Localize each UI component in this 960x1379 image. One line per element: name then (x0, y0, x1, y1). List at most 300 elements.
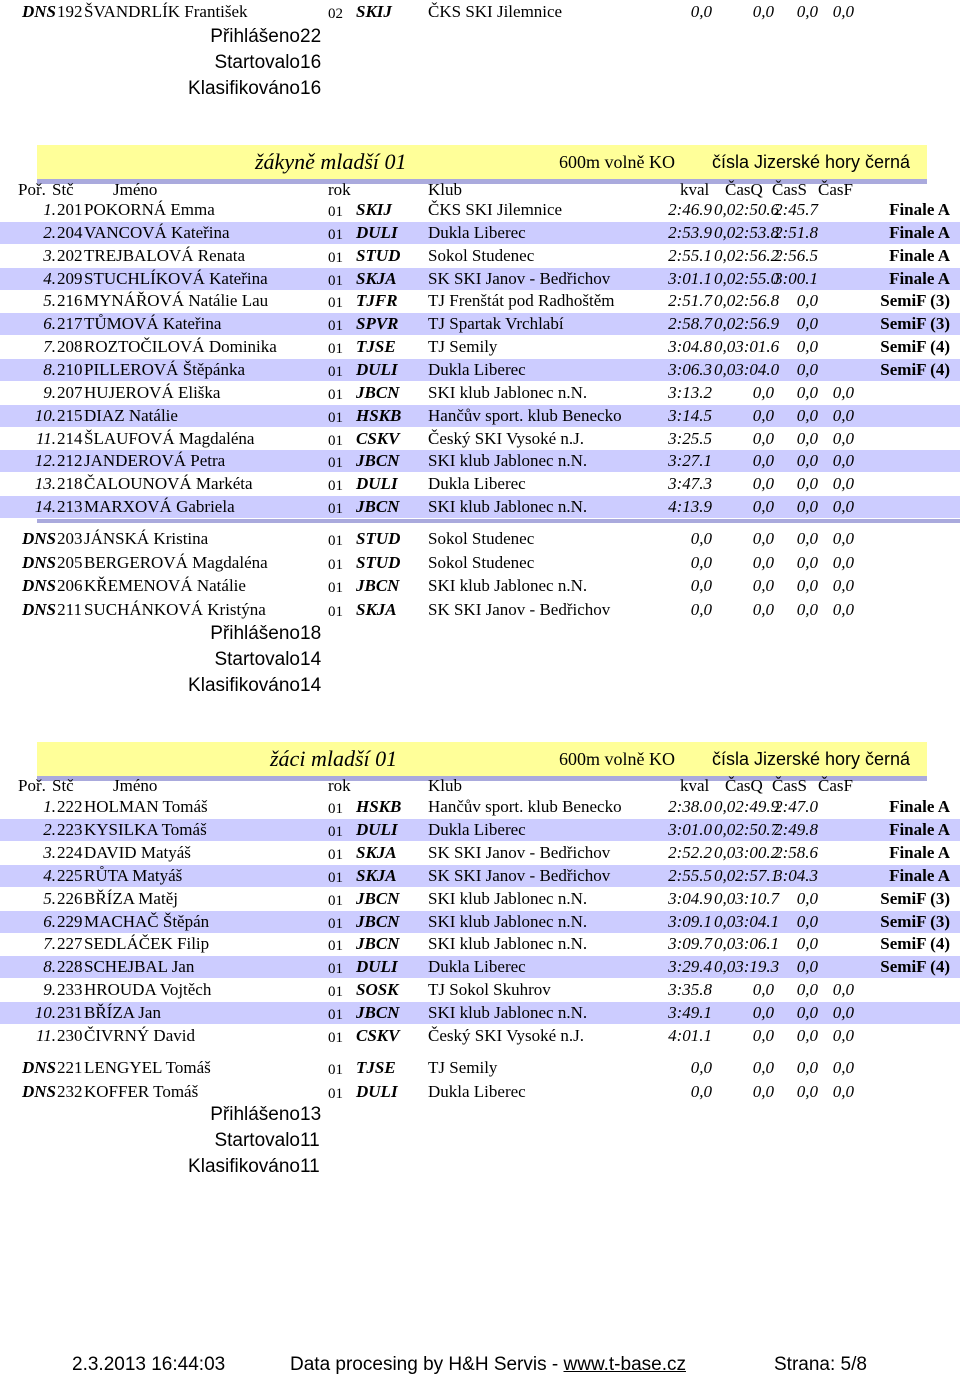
result-row (0, 405, 960, 427)
final-status-cell: SemiF (4) (880, 359, 950, 379)
result-row (0, 290, 960, 312)
result-row (0, 382, 960, 404)
stat-label: Startovalo (214, 52, 300, 73)
kval-time-cell: 3:04.8 (668, 337, 712, 357)
casf-time-cell: 0,0 (832, 576, 854, 595)
year-cell: 01 (328, 272, 343, 289)
club-code-cell: STUD (356, 245, 401, 265)
name-cell: ČIVRNÝ David (84, 1026, 195, 1045)
stat-registered (0, 25, 960, 49)
year-cell: 01 (328, 801, 343, 817)
start-number-cell: 212 (57, 451, 83, 471)
stat-value: 13 (300, 1104, 322, 1125)
year-cell: 01 (328, 1007, 343, 1024)
header-kval: kval (680, 776, 710, 795)
casf-time-cell: 0,0 (832, 599, 854, 619)
cass-time-cell: 2:56.5 (774, 245, 818, 265)
place-cell: 12. (34, 451, 56, 471)
year-cell: 01 (328, 892, 343, 909)
cass-time-cell: 0,0 (796, 474, 818, 494)
place-cell: DNS (21, 599, 56, 619)
dns-row (0, 1081, 960, 1103)
cass-time-cell: 0,0 (796, 1003, 818, 1023)
club-code-cell: DULI (356, 819, 398, 839)
casq-time-cell: 0,0 (752, 552, 774, 572)
start-number-cell: 215 (57, 405, 83, 425)
club-name-cell: SK SKI Janov - Bedřichov (428, 268, 611, 288)
kval-time-cell: 3:13.2 (668, 382, 712, 402)
kval-time-cell: 3:27.1 (668, 451, 712, 471)
result-row (0, 245, 960, 267)
cass-time-cell: 2:49.8 (774, 819, 818, 839)
kval-time-cell: 3:47.3 (668, 474, 712, 494)
club-code-cell: HSKB (356, 405, 402, 425)
club-code-cell: TJSE (356, 1058, 396, 1077)
final-status-cell: Finale A (889, 200, 950, 219)
club-code-cell: JBCN (356, 911, 400, 931)
place-cell: 2. (43, 819, 56, 839)
casq-time-cell: 0,02:49.9 (714, 797, 780, 816)
club-code-cell: JBCN (356, 497, 400, 517)
cass-time-cell: 0,0 (796, 314, 818, 334)
name-cell: KŘEMENOVÁ Natálie (84, 576, 246, 595)
year-cell: 01 (328, 501, 343, 518)
cass-time-cell: 0,0 (796, 934, 818, 954)
footer-datetime: 2.3.2013 16:44:03 (72, 1354, 226, 1375)
result-row (0, 450, 960, 472)
name-cell: TREJBALOVÁ Renata (84, 245, 246, 265)
year-cell: 01 (328, 1030, 343, 1046)
start-number-cell: 216 (57, 291, 83, 311)
stat-classified (0, 674, 960, 698)
final-status-cell: SemiF (4) (880, 934, 950, 954)
place-cell: 2. (43, 222, 56, 242)
stat-label: Klasifikováno (188, 1156, 300, 1177)
result-row (0, 979, 960, 1001)
stat-label: Startovalo (214, 1130, 300, 1151)
name-cell: MYNÁŘOVÁ Natálie Lau (84, 291, 269, 311)
club-name-cell: Dukla Liberec (428, 222, 526, 242)
cass-time-cell: 0,0 (796, 337, 818, 357)
casq-time-cell: 0,03:00.2 (714, 842, 780, 862)
place-cell: DNS (21, 1081, 56, 1101)
casq-time-cell: 0,0 (752, 599, 774, 619)
start-number-cell: 207 (57, 382, 83, 402)
result-row (0, 496, 960, 518)
start-number-cell: 217 (57, 314, 83, 334)
kval-time-cell: 0,0 (690, 599, 712, 619)
start-number-cell: 203 (57, 529, 83, 548)
casf-time-cell: 0,0 (832, 1081, 854, 1101)
place-cell: 9. (43, 980, 56, 1000)
club-code-cell: JBCN (356, 576, 400, 595)
stat-label: Startovalo (214, 649, 300, 670)
club-code-cell: SKIJ (356, 200, 392, 219)
result-row (0, 865, 960, 887)
start-number-cell: 202 (57, 245, 83, 265)
start-number-cell: 206 (57, 576, 83, 595)
stat-value: 11 (300, 1130, 320, 1151)
club-name-cell: SKI klub Jablonec n.N. (428, 888, 588, 908)
name-cell: ROZTOČILOVÁ Dominika (84, 337, 277, 357)
stat-registered (0, 1103, 960, 1127)
year-cell: 01 (328, 533, 343, 549)
year-cell: 01 (328, 961, 343, 978)
stat-value: 22 (300, 26, 322, 47)
category-title: žákyně mladší 01 (255, 149, 407, 174)
place-cell: DNS (21, 529, 56, 548)
cass-time-cell: 0,0 (796, 1081, 818, 1101)
final-status-cell: Finale A (889, 222, 950, 242)
result-row (0, 473, 960, 495)
kval-time-cell: 3:35.8 (668, 980, 712, 1000)
dns-row (0, 599, 960, 621)
result-row (0, 359, 960, 381)
club-code-cell: HSKB (356, 797, 402, 816)
cass-time-cell: 3:04.3 (774, 865, 818, 885)
name-cell: KYSILKA Tomáš (84, 819, 207, 839)
year-cell: 01 (328, 409, 343, 426)
name-cell: ČALOUNOVÁ Markéta (84, 474, 253, 494)
casq-time-cell: 0,03:01.6 (714, 337, 780, 357)
stat-started (0, 1129, 960, 1153)
club-name-cell: SKI klub Jablonec n.N. (428, 911, 588, 931)
header-rok: rok (328, 180, 351, 199)
result-row (0, 336, 960, 358)
club-name-cell: Sokol Studenec (428, 529, 535, 548)
kval-time-cell: 0,0 (690, 2, 712, 21)
casf-time-cell: 0,0 (832, 552, 854, 572)
club-name-cell: ČKS SKI Jilemnice (428, 2, 563, 21)
start-number-cell: 201 (57, 200, 83, 219)
start-number-cell: 231 (57, 1003, 83, 1023)
dns-row (0, 1057, 960, 1079)
cass-time-cell: 0,0 (796, 888, 818, 908)
stat-value: 18 (300, 623, 322, 644)
place-cell: 4. (43, 268, 56, 288)
cass-time-cell: 0,0 (796, 359, 818, 379)
name-cell: ŠLAUFOVÁ Magdaléna (84, 428, 255, 448)
club-name-cell: Sokol Studenec (428, 245, 535, 265)
header-casq: ČasQ (725, 776, 763, 795)
column-header-row (0, 775, 960, 797)
kval-time-cell: 0,0 (690, 1058, 712, 1077)
place-cell: 7. (43, 337, 56, 357)
casq-time-cell: 0,0 (752, 405, 774, 425)
casq-time-cell: 0,02:56.8 (714, 291, 780, 311)
result-row (0, 842, 960, 864)
final-status-cell: Finale A (889, 842, 950, 862)
start-number-cell: 232 (57, 1081, 83, 1101)
header-stc: Stč (52, 180, 74, 199)
name-cell: DAVID Matyáš (84, 842, 191, 862)
name-cell: SUCHÁNKOVÁ Kristýna (84, 599, 266, 619)
stat-label: Přihlášeno (210, 1104, 300, 1125)
name-cell: TŮMOVÁ Kateřina (84, 314, 222, 334)
club-name-cell: TJ Semily (428, 337, 498, 357)
club-name-cell: TJ Frenštát pod Radhoštěm (428, 291, 615, 311)
club-code-cell: JBCN (356, 451, 400, 471)
result-row (0, 268, 960, 290)
start-number-cell: 225 (57, 865, 83, 885)
place-cell: 5. (43, 291, 56, 311)
casf-time-cell: 0,0 (832, 405, 854, 425)
header-por: Poř. (18, 180, 46, 199)
club-code-cell: SKJA (356, 599, 397, 619)
casf-time-cell: 0,0 (832, 980, 854, 1000)
year-cell: 01 (328, 204, 343, 220)
stat-value: 14 (300, 675, 322, 696)
start-number-cell: 221 (57, 1058, 83, 1077)
name-cell: HOLMAN Tomáš (84, 797, 208, 816)
place-cell: 3. (43, 245, 56, 265)
club-name-cell: SKI klub Jablonec n.N. (428, 497, 588, 517)
kval-time-cell: 2:46.9 (668, 200, 712, 219)
year-cell: 01 (328, 318, 343, 335)
casq-time-cell: 0,03:06.1 (714, 934, 780, 954)
name-cell: HUJEROVÁ Eliška (84, 382, 221, 402)
dns-row (0, 1, 960, 23)
place-cell: 5. (43, 888, 56, 908)
casq-time-cell: 0,02:56.2 (714, 245, 780, 265)
club-code-cell: JBCN (356, 888, 400, 908)
casq-time-cell: 0,0 (752, 1081, 774, 1101)
result-row (0, 222, 960, 244)
kval-time-cell: 3:01.1 (668, 268, 712, 288)
year-cell: 01 (328, 603, 343, 620)
stat-label: Klasifikováno (188, 78, 300, 99)
year-cell: 02 (328, 6, 343, 22)
club-name-cell: TJ Semily (428, 1058, 498, 1077)
name-cell: BERGEROVÁ Magdaléna (84, 552, 268, 572)
club-code-cell: JBCN (356, 382, 400, 402)
club-name-cell: Hančův sport. klub Benecko (428, 405, 622, 425)
club-name-cell: SKI klub Jablonec n.N. (428, 1003, 588, 1023)
casq-time-cell: 0,0 (752, 497, 774, 517)
year-cell: 01 (328, 846, 343, 863)
casf-time-cell: 0,0 (832, 497, 854, 517)
place-cell: 4. (43, 865, 56, 885)
result-row (0, 819, 960, 841)
stat-label: Přihlášeno (210, 26, 300, 47)
casf-time-cell: 0,0 (832, 1003, 854, 1023)
cass-time-cell: 0,0 (796, 980, 818, 1000)
start-number-cell: 209 (57, 268, 83, 288)
club-name-cell: SKI klub Jablonec n.N. (428, 934, 588, 954)
start-number-cell: 228 (57, 957, 83, 977)
club-code-cell: SOSK (356, 980, 399, 1000)
year-cell: 01 (328, 1085, 343, 1102)
column-header-row (0, 179, 960, 201)
kval-time-cell: 3:06.3 (668, 359, 712, 379)
cass-time-cell: 0,0 (796, 576, 818, 595)
start-number-cell: 208 (57, 337, 83, 357)
result-row (0, 888, 960, 910)
name-cell: POKORNÁ Emma (84, 200, 215, 219)
casf-time-cell: 0,0 (832, 428, 854, 448)
name-cell: MARXOVÁ Gabriela (84, 497, 235, 517)
casq-time-cell: 0,03:04.1 (714, 911, 780, 931)
kval-time-cell: 2:55.1 (668, 245, 712, 265)
kval-time-cell: 2:53.9 (668, 222, 712, 242)
header-klub: Klub (428, 180, 462, 199)
kval-time-cell: 2:58.7 (668, 314, 712, 334)
casq-time-cell: 0,02:50.7 (714, 819, 780, 839)
casq-time-cell: 0,03:19.3 (714, 957, 780, 977)
final-status-cell: SemiF (4) (880, 957, 950, 977)
year-cell: 01 (328, 1062, 343, 1078)
club-code-cell: STUD (356, 552, 401, 572)
club-code-cell: STUD (356, 529, 401, 548)
footer-page-number: Strana: 5/8 (774, 1354, 867, 1375)
name-cell: KOFFER Tomáš (84, 1081, 199, 1101)
place-cell: 1. (43, 200, 56, 219)
result-row (0, 1025, 960, 1047)
club-name-cell: SKI klub Jablonec n.N. (428, 576, 588, 595)
casq-time-cell: 0,0 (752, 451, 774, 471)
name-cell: SEDLÁČEK Filip (84, 934, 210, 954)
place-cell: DNS (21, 1058, 56, 1077)
header-casf: ČasF (818, 180, 853, 199)
place-cell: 10. (34, 405, 56, 425)
place-cell: 7. (43, 934, 56, 954)
result-row (0, 956, 960, 978)
casq-time-cell: 0,02:57.1 (714, 865, 780, 885)
final-status-cell: Finale A (889, 797, 950, 816)
casq-time-cell: 0,02:55.0 (714, 268, 780, 288)
cass-time-cell: 0,0 (796, 2, 818, 21)
casf-time-cell: 0,0 (832, 382, 854, 402)
year-cell: 01 (328, 432, 343, 449)
place-cell: DNS (21, 552, 56, 572)
place-cell: DNS (21, 2, 56, 21)
year-cell: 01 (328, 295, 343, 312)
place-cell: 3. (43, 842, 56, 862)
club-name-cell: SKI klub Jablonec n.N. (428, 451, 588, 471)
kval-time-cell: 3:09.1 (668, 911, 712, 931)
club-name-cell: Dukla Liberec (428, 819, 526, 839)
cass-time-cell: 0,0 (796, 1058, 818, 1077)
club-name-cell: Český SKI Vysoké n.J. (428, 428, 585, 448)
header-klub: Klub (428, 776, 462, 795)
kval-time-cell: 0,0 (690, 1081, 712, 1101)
club-code-cell: DULI (356, 474, 398, 494)
section-divider (37, 519, 960, 523)
year-cell: 01 (328, 249, 343, 266)
stat-value: 11 (300, 1156, 320, 1177)
cass-time-cell: 0,0 (796, 911, 818, 931)
start-number-cell: 218 (57, 474, 83, 494)
result-row (0, 1002, 960, 1024)
kval-time-cell: 3:14.5 (668, 405, 712, 425)
kval-time-cell: 3:25.5 (668, 428, 712, 448)
cass-time-cell: 0,0 (796, 382, 818, 402)
start-number-cell: 213 (57, 497, 83, 517)
start-number-cell: 210 (57, 359, 83, 379)
result-row (0, 428, 960, 450)
club-code-cell: DULI (356, 957, 398, 977)
kval-time-cell: 3:01.0 (668, 819, 712, 839)
club-code-cell: SKJA (356, 865, 397, 885)
name-cell: STUCHLÍKOVÁ Kateřina (84, 268, 268, 288)
club-code-cell: CSKV (356, 1026, 400, 1045)
year-cell: 01 (328, 869, 343, 886)
start-number-cell: 192 (57, 2, 83, 21)
cass-time-cell: 0,0 (796, 497, 818, 517)
start-number-cell: 226 (57, 888, 83, 908)
header-casf: ČasF (818, 776, 853, 795)
kval-time-cell: 0,0 (690, 529, 712, 548)
cass-time-cell: 0,0 (796, 291, 818, 311)
club-name-cell: Dukla Liberec (428, 474, 526, 494)
start-number-cell: 223 (57, 819, 83, 839)
club-code-cell: SKJA (356, 842, 397, 862)
place-cell: 11. (36, 1026, 56, 1045)
start-number-cell: 233 (57, 980, 83, 1000)
place-cell: 10. (34, 1003, 56, 1023)
final-status-cell: SemiF (3) (880, 888, 950, 908)
start-number-cell: 211 (57, 599, 82, 619)
year-cell: 01 (328, 386, 343, 403)
casq-time-cell: 0,0 (752, 1026, 774, 1045)
header-jmeno: Jméno (113, 180, 158, 199)
name-cell: LENGYEL Tomáš (84, 1058, 211, 1077)
casf-time-cell: 0,0 (832, 1058, 854, 1077)
casq-time-cell: 0,0 (752, 1058, 774, 1077)
final-status-cell: Finale A (889, 245, 950, 265)
club-name-cell: Dukla Liberec (428, 957, 526, 977)
cass-time-cell: 2:58.6 (774, 842, 818, 862)
kval-time-cell: 3:29.4 (668, 957, 712, 977)
club-code-cell: TJSE (356, 337, 396, 357)
name-cell: JÁNSKÁ Kristina (84, 529, 209, 548)
footer-link[interactable]: www.t-base.cz (563, 1354, 686, 1375)
casq-time-cell: 0,0 (752, 529, 774, 548)
place-cell: 6. (43, 911, 56, 931)
discipline-label: 600m volně KO (559, 749, 675, 769)
casf-time-cell: 0,0 (832, 1026, 854, 1045)
footer-processing-text: Data procesing by H&H Servis - (290, 1354, 564, 1375)
cass-time-cell: 0,0 (796, 451, 818, 471)
final-status-cell: SemiF (3) (880, 314, 950, 334)
final-status-cell: SemiF (3) (880, 911, 950, 931)
header-casq: ČasQ (725, 180, 763, 199)
casq-time-cell: 0,0 (752, 2, 774, 21)
start-number-cell: 227 (57, 934, 83, 954)
kval-time-cell: 0,0 (690, 552, 712, 572)
start-number-cell: 214 (57, 428, 83, 448)
year-cell: 01 (328, 478, 343, 495)
club-name-cell: Sokol Studenec (428, 552, 535, 572)
bib-info-label: čísla Jizerské hory černá (712, 749, 911, 769)
cass-time-cell: 3:00.1 (774, 268, 818, 288)
club-code-cell: DULI (356, 1081, 398, 1101)
cass-time-cell: 0,0 (796, 599, 818, 619)
stat-label: Klasifikováno (188, 675, 300, 696)
stat-started (0, 648, 960, 672)
stat-registered (0, 622, 960, 646)
casf-time-cell: 0,0 (832, 474, 854, 494)
club-name-cell: Hančův sport. klub Benecko (428, 797, 622, 816)
year-cell: 01 (328, 915, 343, 932)
stat-classified (0, 77, 960, 101)
year-cell: 01 (328, 226, 343, 243)
name-cell: JANDEROVÁ Petra (84, 451, 226, 471)
start-number-cell: 204 (57, 222, 83, 242)
kval-time-cell: 3:09.7 (668, 934, 712, 954)
kval-time-cell: 2:55.5 (668, 865, 712, 885)
place-cell: 6. (43, 314, 56, 334)
